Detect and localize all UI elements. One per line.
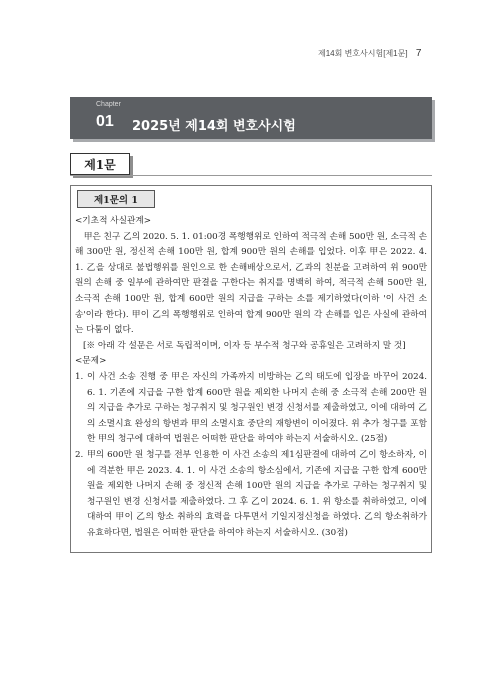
questions-heading: <문제> [75,356,107,367]
question-list [75,370,427,542]
question-item [75,370,427,448]
section-divider [70,175,432,176]
question-item [75,448,427,542]
facts-heading: <기초적 사실관계> [75,216,152,226]
running-header-text: 제14회 변호사시험[제1문] [318,49,408,58]
running-header [318,48,421,59]
chapter-title: 2025년 제14회 변호사시험 [132,119,296,134]
facts-body: 甲은 친구 乙의 2020. 5. 1. 01:00경 폭행행위로 인하여 적극적 손해 500만 원, 소극적 손해 300만 원, 정신적 손해 100만 원, 합계 900만 원의 손해를 입었다. 이후 甲은 2022. 4. 1. 乙을 상대로 불법행위를 원인으로 한 손해배상으로서, 乙과의 친분을 고려하여 위 900만 원의 손해 중 일부에 관하여만 판결을 구한다는 취지를 명백히 하여, 적극적 손해 500만 원, 소극적 손해 100만 원, 합계 600만 원의 지급을 구하는 소를 제기하였다(이하 '이 사건 소송'이라 한다). 甲이 乙의 폭행행위로 인하여 합계 900만 원의 각 손해를 입은 사실에 관하여는 다툼이 없다. [75,231,427,336]
question-number: 1. [75,371,84,382]
chapter-label: Chapter [96,101,121,108]
question-label: 제1문의 1 [77,190,155,208]
question-text: 이 사건 소송 진행 중 甲은 자신의 가족까지 비방하는 乙의 태도에 입장을 바꾸어 2024. 6. 1. 기존에 지급을 구한 합계 600만 원을 제외한 나머지 손해 중 소극적 손해 200만 원의 지급을 추가로 구하는 청구취지 및 청구원인 변경 신청서를 제출하였고, 이에 대하여 乙의 소멸시효 완성의 항변과 甲의 소멸시효 중단의 재항변이 이어졌다. 위 추가 청구를 포함한 甲의 청구에 대하여 법원은 어떠한 판단을 하여야 하는지 서술하시오. (25점) [87,371,427,445]
chapter-banner [70,97,432,139]
question-box [70,185,432,553]
question-content [75,214,427,541]
section-title: 제1문 [70,153,130,175]
facts-note: [※ 아래 각 설문은 서로 독립적이며, 이자 등 부수적 청구와 공휴일은 고려하지 말 것] [83,340,406,351]
question-number: 2. [75,449,84,460]
question-text: 甲의 600만 원 청구를 전부 인용한 이 사건 소송의 제1심판결에 대하여 乙이 항소하자, 이에 격분한 甲은 2023. 4. 1. 이 사건 소송의 항소심에서, 기존에 지급을 구한 합계 600만 원을 제외한 나머지 손해 중 정신적 손해 100만 원의 지급을 추가로 구하는 청구취지 및 청구원인 변경 신청서를 제출하였다. 그 후 乙이 2024. 6. 1. 위 항소를 취하하였고, 이에 대하여 甲이 乙의 항소 취하의 효력을 다투면서 기일지정신청을 하였다. 乙의 항소취하가 유효하다면, 법원은 어떠한 판단을 하여야 하는지 서술하시오. (30점) [87,449,427,538]
chapter-number: 01 [96,113,114,130]
page-number: 7 [415,48,422,59]
